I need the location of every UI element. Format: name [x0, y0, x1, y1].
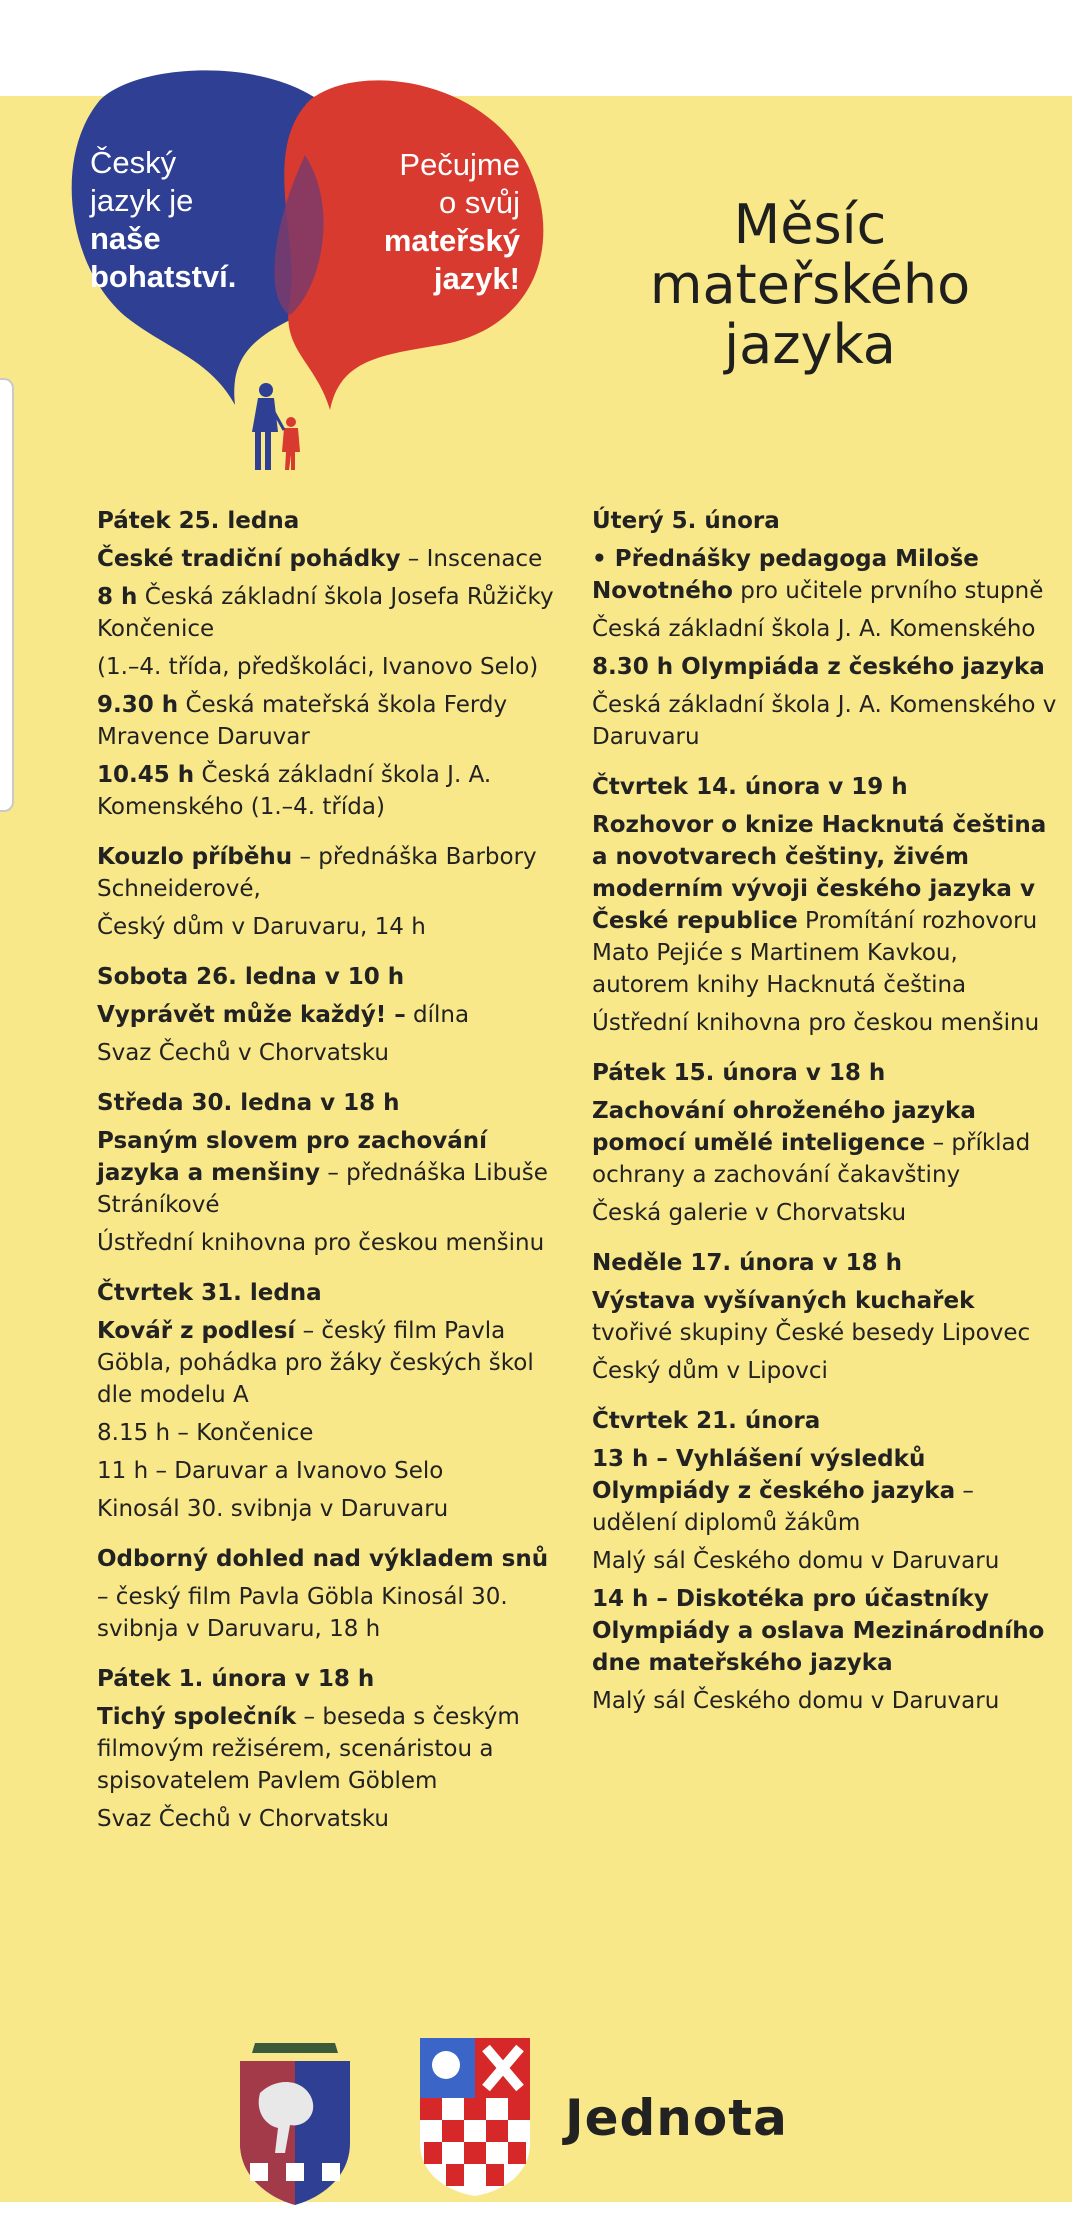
event-line — [592, 1095, 1062, 1191]
event-line — [592, 1355, 1062, 1387]
speech-bubbles — [60, 60, 580, 480]
event-line — [97, 1417, 575, 1449]
event-line — [592, 1197, 1062, 1229]
event-line — [97, 1315, 575, 1411]
event-line — [97, 1455, 575, 1487]
event-detail: Svaz Čechů v Chorvatsku — [97, 1806, 389, 1832]
program-event — [97, 1277, 575, 1525]
event-detail: – český film Pavla Göbla, pohádka pro žáky českých škol dle modelu A — [97, 1318, 534, 1408]
event-line — [97, 911, 575, 943]
mother-child-icon — [252, 383, 300, 470]
program-event — [97, 961, 575, 1069]
event-detail: 11 h – Daruvar a Ivanovo Selo — [97, 1458, 444, 1484]
event-title: Psaným slovem pro zachování jazyka a menšiny — [97, 1128, 488, 1186]
event-date: Středa 30. ledna v 18 h — [97, 1090, 400, 1116]
event-line — [592, 1583, 1062, 1679]
event-title: 8 h — [97, 584, 138, 610]
event-date: Čtvrtek 14. února v 19 h — [592, 774, 908, 800]
event-detail: Ústřední knihovna pro českou menšinu — [592, 1010, 1040, 1036]
county-crest-icon — [410, 2033, 540, 2198]
event-line — [97, 1227, 575, 1259]
event-line — [97, 689, 575, 753]
event-line — [592, 1685, 1062, 1717]
program-event — [592, 1057, 1062, 1229]
event-detail: Česká základní škola J. A. Komenského — [592, 616, 1036, 642]
event-date: Pátek 15. února v 18 h — [592, 1060, 886, 1086]
event-title: České tradiční pohádky — [97, 546, 401, 572]
program-event — [592, 505, 1062, 753]
event-detail: – Inscenace — [400, 546, 543, 572]
event-line — [97, 543, 575, 575]
jednota-logo: Jednota — [565, 2089, 788, 2147]
event-line — [592, 809, 1062, 1001]
event-detail: (1.–4. třída, předškoláci, Ivanovo Selo) — [97, 654, 539, 680]
event-detail: – příklad ochrany a zachování čakavštiny — [592, 1130, 1031, 1188]
program-event — [592, 1405, 1062, 1717]
event-detail: Česká galerie v Chorvatsku — [592, 1200, 907, 1226]
daruvar-crest-icon — [230, 2033, 360, 2208]
event-date: Čtvrtek 31. ledna — [97, 1280, 322, 1306]
event-detail: 8.15 h – Končenice — [97, 1420, 314, 1446]
event-line — [592, 1007, 1062, 1039]
scroll-handle[interactable] — [0, 378, 14, 812]
event-line — [97, 651, 575, 683]
event-title: 14 h – Diskotéka pro účastníky Olympiády a oslava Mezinárodního dne mateřského jazyka — [592, 1586, 1045, 1676]
event-line — [592, 1285, 1062, 1349]
event-line — [97, 999, 575, 1031]
event-title: Odborný dohled nad výkladem snů — [97, 1546, 549, 1572]
event-detail: Promítání rozhovoru Mato Pejiće s Martinem Kavkou, autorem knihy Hacknutá čeština — [592, 908, 1038, 998]
event-title: 13 h – Vyhlášení výsledků Olympiády z českého jazyka — [592, 1446, 956, 1504]
event-title: Zachování ohroženého jazyka pomocí umělé inteligence — [592, 1098, 976, 1156]
event-detail: Svaz Čechů v Chorvatsku — [97, 1040, 389, 1066]
event-line — [592, 651, 1062, 683]
event-title: Rozhovor o knize Hacknutá čeština a novotvarech češtiny, živém moderním vývoji českého jazyka v České republice — [592, 812, 1047, 934]
bubble-right-text: Pečujme o svůj mateřský jazyk! — [383, 147, 520, 296]
event-date: Sobota 26. ledna v 10 h — [97, 964, 405, 990]
event-detail: – beseda s českým filmovým režisérem, scenáristou a spisovatelem Pavlem Göblem — [97, 1704, 520, 1794]
event-detail: – český film Pavla Göbla Kinosál 30. svibnja v Daruvaru, 18 h — [97, 1584, 508, 1642]
event-line — [97, 841, 575, 905]
event-line — [97, 1037, 575, 1069]
event-date: Neděle 17. února v 18 h — [592, 1250, 902, 1276]
event-detail: – přednáška Barbory Schneiderové, — [97, 844, 537, 902]
event-title: Výstava vyšívaných kuchařek — [592, 1288, 975, 1314]
program-event — [592, 771, 1062, 1039]
event-detail: tvořivé skupiny České besedy Lipovec — [592, 1320, 1031, 1346]
event-title: 10.45 h — [97, 762, 195, 788]
event-line — [97, 1493, 575, 1525]
poster-title: Měsíc mateřského jazyka — [649, 193, 971, 376]
event-detail: Česká základní škola J. A. Komenského (1.–4. třída) — [97, 762, 492, 820]
program-event — [97, 1087, 575, 1259]
event-date: Pátek 25. ledna — [97, 508, 300, 534]
event-title: Kovář z podlesí — [97, 1318, 296, 1344]
event-detail: Česká základní škola J. A. Komenského v Daruvaru — [592, 692, 1057, 750]
event-detail: Česká základní škola Josefa Růžičky Končenice — [97, 584, 554, 642]
event-line — [97, 1581, 575, 1645]
program-event — [97, 1663, 575, 1835]
event-title: Kouzlo příběhu — [97, 844, 293, 870]
event-title: • Přednášky pedagoga Miloše Novotného — [592, 546, 979, 604]
event-line — [592, 1443, 1062, 1539]
event-detail: Český dům v Daruvaru, 14 h — [97, 914, 426, 940]
event-title: 9.30 h — [97, 692, 179, 718]
event-line — [97, 1125, 575, 1221]
event-detail: Česká mateřská škola Ferdy Mravence Daruvar — [97, 692, 508, 750]
event-title: Tichý společník — [97, 1704, 297, 1730]
event-line — [97, 1803, 575, 1835]
event-line — [97, 1543, 575, 1575]
event-line — [97, 581, 575, 645]
event-title: 8.30 h Olympiáda z českého jazyka — [592, 654, 1045, 680]
event-detail: Český dům v Lipovci — [592, 1358, 828, 1384]
program-event — [97, 841, 575, 943]
event-detail: – udělení diplomů žákům — [592, 1478, 974, 1536]
right-program-column — [592, 505, 1062, 1735]
event-detail: dílna — [405, 1002, 470, 1028]
right-edge — [1072, 0, 1080, 2220]
event-title: Vyprávět může každý! – — [97, 1002, 406, 1028]
event-date: Čtvrtek 21. února — [592, 1408, 821, 1434]
event-line — [592, 613, 1062, 645]
bubble-left-text: Český jazyk je naše bohatství. — [90, 145, 237, 294]
logo-row — [0, 2025, 1080, 2205]
event-date: Pátek 1. února v 18 h — [97, 1666, 375, 1692]
event-line — [97, 1701, 575, 1797]
event-detail: Malý sál Českého domu v Daruvaru — [592, 1688, 1000, 1714]
event-line — [592, 1545, 1062, 1577]
event-line — [97, 759, 575, 823]
event-detail: pro učitele prvního stupně — [733, 578, 1044, 604]
event-detail: Kinosál 30. svibnja v Daruvaru — [97, 1496, 449, 1522]
event-line — [592, 543, 1062, 607]
event-detail: – přednáška Libuše Stráníkové — [97, 1160, 548, 1218]
event-detail: Malý sál Českého domu v Daruvaru — [592, 1548, 1000, 1574]
event-date: Úterý 5. února — [592, 508, 780, 534]
program-event — [592, 1247, 1062, 1387]
program-event — [97, 1543, 575, 1645]
program-event — [97, 505, 575, 823]
event-detail: Ústřední knihovna pro českou menšinu — [97, 1230, 545, 1256]
left-program-column — [97, 505, 575, 1853]
event-line — [592, 689, 1062, 753]
